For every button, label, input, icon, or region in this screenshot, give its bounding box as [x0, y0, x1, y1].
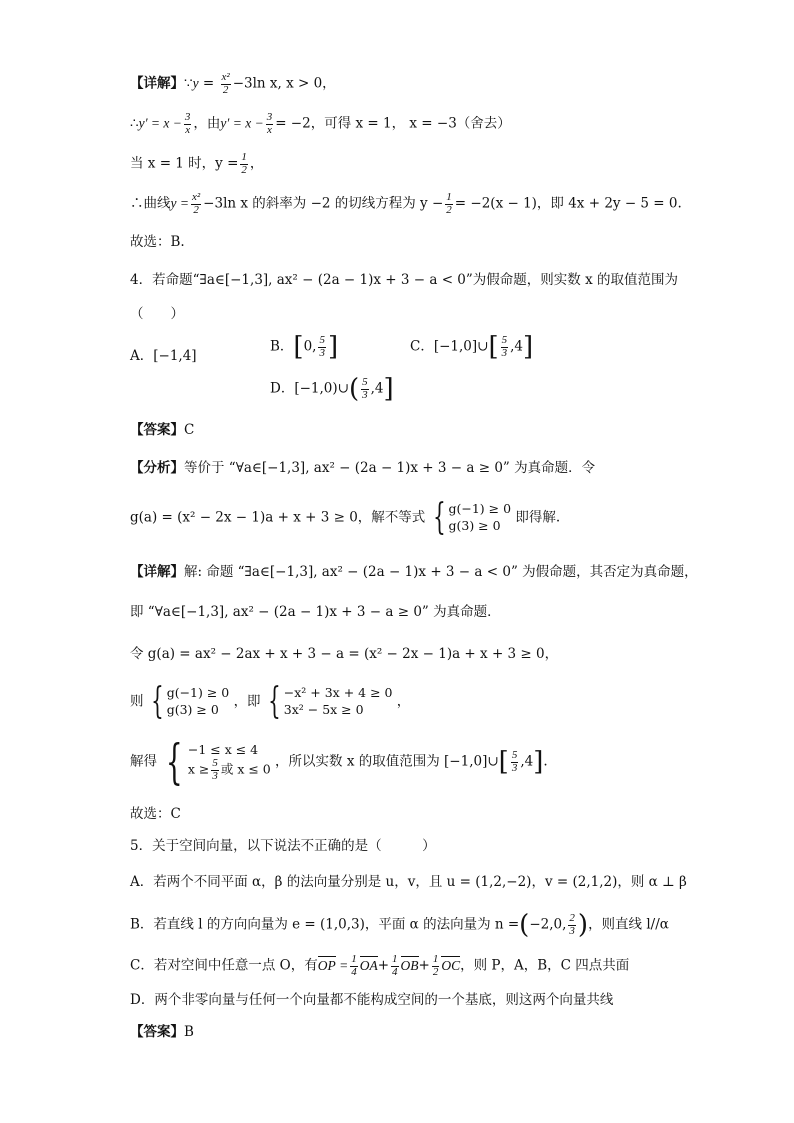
q3-tangent-line: ∴曲线y = $\frac{\text{x²}}{2}$ −3ln x 的斜率为 −2 的切线方程为 y − $\frac{1}{2}$ = −2(x − 1)，即 4x + 2y − 5 = 0. [130, 191, 682, 216]
q4-analysis-2: g(a) = (x² − 2x − 1)a + x + 3 ≥ 0，解不等式 { g(−1) ≥ 0 g(3) ≥ 0 即得解. [130, 497, 561, 538]
q4-choice: 故选：C [130, 806, 181, 822]
q5-answer: 【答案】B [130, 1024, 194, 1040]
q5-stem: 5．关于空间向量，以下说法不正确的是（ ） [130, 838, 436, 854]
inequality-system: { g(−1) ≥ 0 g(3) ≥ 0 [432, 497, 512, 538]
q5-option-d[interactable]: D．两个非零向量与任何一个向量都不能构成空间的一个基底，则这两个向量共线 [130, 992, 614, 1008]
q3-choice: 故选：B. [130, 234, 185, 250]
option-c[interactable]: C．[−1,0]∪[ $\frac{5}{3}$ ,4] [410, 332, 534, 362]
q4-detail-4: 则 { g(−1) ≥ 0 g(3) ≥ 0 ，即 { −x² + 3x + 4 ≥ 0 3x² − 5x ≥ 0 ， [130, 681, 411, 722]
fraction: $\frac{\text{x²}}{2}$ [221, 71, 230, 96]
q5-option-c[interactable]: C．若对空间中任意一点 O，有OP = $\frac{1}{4}$ OA+ $\frac{1}{4}$ OB+ $\frac{1}{2}$ OC，则 P，A，B，C 四点共面 [130, 953, 630, 978]
q4-detail-2: 即 “∀a∈[−1,3], ax² − (2a − 1)x + 3 − a ≥ 0” 为真命题． [130, 604, 501, 620]
q4-answer: 【答案】C [130, 422, 195, 438]
q5-option-b[interactable]: B．若直线 l 的方向向量为 e = (1,0,3)，平面 α 的法向量为 n =(−2,0, $\frac{2}{3}$ )，则直线 l//α [130, 910, 669, 940]
q4-detail-1: 【详解】解: 命题 “∃a∈[−1,3], ax² − (2a − 1)x + 3 − a < 0” 为假命题，其否定为真命题， [130, 564, 698, 580]
q3-value-line: 当 x = 1 时，y = $\frac{1}{2}$ ， [130, 151, 264, 176]
q3-derivative-line: ∴y′ = x − $\frac{3}{x}$ ，由y′ = x − $\frac{3}{x}$ = −2，可得 x = 1， x = −3（舍去） [130, 111, 511, 136]
option-a[interactable]: A．[−1,4] [130, 348, 197, 364]
q4-analysis-1: 【分析】等价于 “∀a∈[−1,3], ax² − (2a − 1)x + 3 − a ≥ 0” 为真命题．令 [130, 460, 596, 476]
q4-detail-3: 令 g(a) = ax² − 2ax + x + 3 − a = (x² − 2x − 1)a + x + 3 ≥ 0， [130, 646, 559, 662]
q4-paren: （ ） [130, 306, 184, 322]
q4-detail-5: 解得 { −1 ≤ x ≤ 4 x ≥ $\frac{5}{3}$ 或 x ≤ 0 ，所以实数 x 的取值范围为 [−1,0]∪[ $\frac{5}{3}$ ,4]. [130, 734, 548, 790]
detail-tag: 【详解】 [130, 75, 184, 92]
q5-option-a[interactable]: A．若两个不同平面 α，β 的法向量分别是 u，v，且 u = (1,2,−2)，v = (2,1,2)，则 α ⊥ β [130, 874, 687, 890]
q4-stem: 4．若命题“∃a∈[−1,3], ax² − (2a − 1)x + 3 − a < 0”为假命题，则实数 x 的取值范围为 [130, 272, 678, 288]
q3-detail-line: 【详解】∵y = $\frac{\text{x²}}{2}$ −3ln x, x > 0， [130, 71, 336, 96]
option-b[interactable]: B．[0, $\frac{5}{3}$ ] [270, 332, 339, 362]
option-d[interactable]: D．[−1,0)∪( $\frac{5}{3}$ ,4] [270, 374, 394, 404]
